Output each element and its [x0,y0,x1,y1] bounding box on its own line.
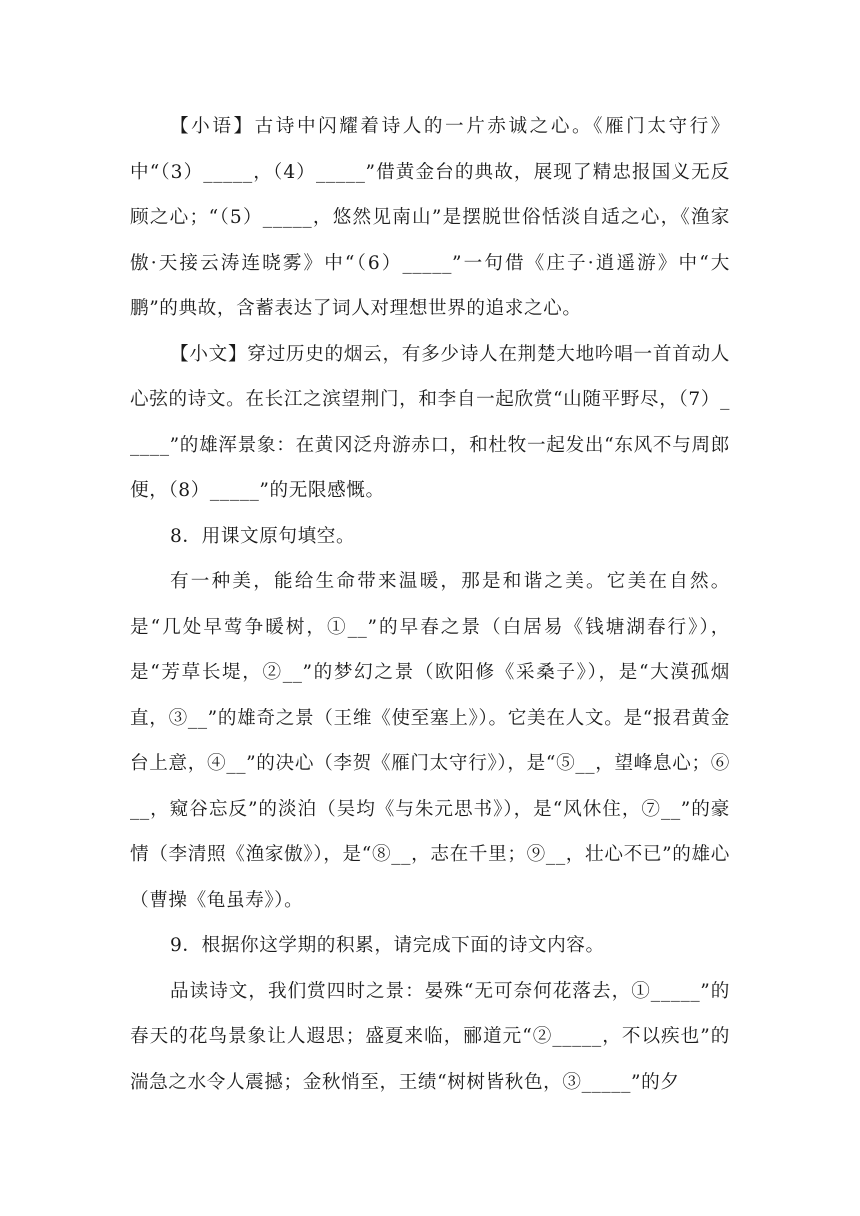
paragraph-xiaowen: 【小文】穿过历史的烟云，有多少诗人在荆楚大地吟唱一首首动人心弦的诗文。在长江之滨望荆门，和李自一起欣赏“山随平野尽，（7）_____”的雄浑景象：在黄冈泛舟游赤口，和杜牧一起发出“东风不与周郎便，（8）_____”的无限感慨。 [130,343,730,501]
question-9-heading: 9．根据你这学期的积累，请完成下面的诗文内容。 [170,935,605,956]
question-8-heading: 8．用课文原句填空。 [170,525,356,547]
paragraph-xiaoyu: 【小语】古诗中闪耀着诗人的一片赤诚之心。《雁门太守行》中“（3）_____，（4）_____”借黄金台的典故，展现了精忠报国义无反顾之心；“（5）_____，悠然见南山”是摆脱世俗恬淡自适之心，《渔家傲·天接云涛连晓雾》中“（6）_____”一句借《庄子·逍遥游》中“大鹏”的典故，含蓄表达了词人对理想世界的追求之心。 [130,116,730,319]
question-9-passage: 品读诗文，我们赏四时之景：晏殊“无可奈何花落去，①_____”的春天的花鸟景象让人遐思；盛夏来临，郦道元“②_____，不以疾也”的湍急之水令人震撼；金秋悄至，王绩“树树皆秋色，③_____”的夕 [130,980,730,1093]
document-page [130,104,730,1105]
question-8-passage: 有一种美，能给生命带来温暖，那是和谐之美。它美在自然。是“几处早莺争暖树，①__”的早春之景（白居易《钱塘湖春行》），是“芳草长堤，②__”的梦幻之景（欧阳修《采桑子》），是“大漠孤烟直，③__”的雄奇之景（王维《使至塞上》）。它美在人文。是“报君黄金台上意，④__”的决心（李贺《雁门太守行》），是“⑤__，望峰息心；⑥__，窥谷忘反”的淡泊（吴均《与朱元思书》），是“风休住，⑦__”的豪情（李清照《渔家傲》），是“⑧__，志在千里；⑨__，壮心不已”的雄心（曹操《龟虽寿》）。 [130,571,730,911]
